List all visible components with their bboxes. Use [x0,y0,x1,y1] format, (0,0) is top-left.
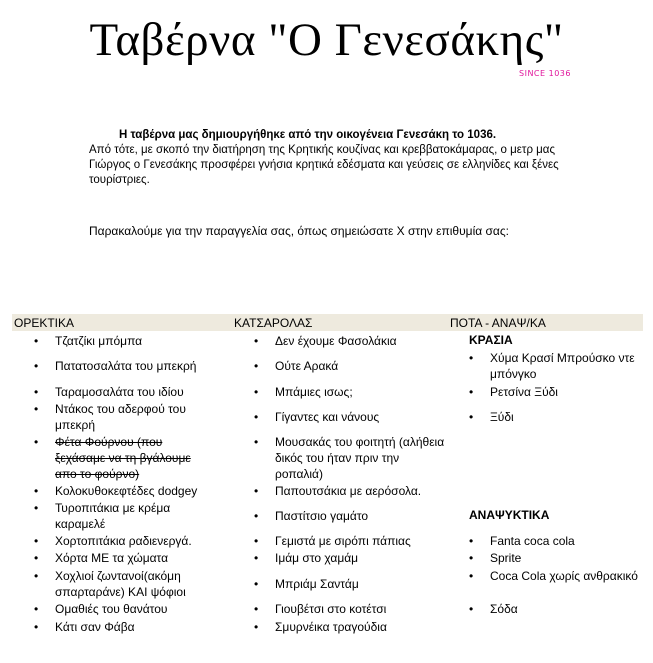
menu-item[interactable]: • Ξύδι [469,410,514,424]
intro-paragraph [89,128,569,188]
menu-item[interactable]: • Παστίτσιο γαμάτο [254,509,369,523]
menu-item[interactable]: • Fanta coca cola [469,534,575,548]
menu-item[interactable]: • Μπριάμ Σαντάμ [254,577,359,591]
menu-item[interactable]: • Χοχλιοί ζωντανοί(ακόμη σπαρταράνε) ΚΑΙ ψόφιοι [34,569,186,599]
order-instruction: Παρακαλούμε για την παραγγελία σας, όπως σημειώσατε Χ στην επιθυμία σας: [89,224,509,238]
since-label: SINCE 1036 [519,69,571,78]
menu-item[interactable]: • Ντάκος του αδερφού του μπεκρή [34,402,186,432]
menu-item[interactable]: • Χόρτα ΜΕ τα χώματα [34,551,169,565]
menu-item[interactable]: • Τζατζίκι μπόμπα [34,334,143,348]
menu-item[interactable]: • Δεν έχουμε Φασολάκια [254,334,397,348]
menu-item[interactable]: • Χορτοπιτάκια ραδιενεργά. [34,534,192,548]
intro-body: Από τότε, με σκοπό την διατήρηση της Κρητικής κουζίνας και κρεββατοκάμαρας, ο μετρ μας Γιώργος ο Γενεσάκης προσφέρει γνήσια κρητικά εδέσματα και γεύσεις σε ελληνίδες και ξένες τουρίστριες. [89,144,559,186]
intro-first-line [89,128,569,143]
menu-item[interactable]: • Σόδα [469,602,518,616]
menu-item[interactable]: • Σμυρνέικα τραγούδια [254,620,387,634]
column-header-pota: ΠΟΤΑ - ΑΝΑΨ/ΚΑ [450,316,546,330]
menu-item[interactable]: • Γεμιστά με σιρόπι πάπιας [254,534,411,548]
menu-item[interactable]: • Τυροπιτάκια με κρέμα καραμελέ [34,501,171,531]
menu-item[interactable]: • Coca Cola χωρίς ανθρακικό [469,569,638,583]
krasia-subheading: ΚΡΑΣΙΑ [469,333,513,347]
menu-item[interactable]: • Κάτι σαν Φάβα [34,620,135,634]
menu-header-bar [12,314,643,331]
menu-item[interactable]: • Ούτε Αρακά [254,359,339,373]
menu-item[interactable]: • Μπάμιες ισως; [254,385,353,399]
menu-item[interactable]: • Γιουβέτσι στο κοτέτσι [254,602,387,616]
column-header-katsarolas: ΚΑΤΣΑΡΟΛΑΣ [234,316,313,330]
anapsyktika-subheading: ΑΝΑΨΥΚΤΙΚΑ [469,508,550,522]
intro-founding-sentence: Η ταβέρνα μας δημιουργήθηκε από την οικογένεια Γενεσάκη το 1036. [119,129,497,141]
menu-item-crossed-out[interactable]: • Φέτα Φούρνου (που ξεχάσαμε να τη βγάλουμε απο το φούρνο) [34,435,191,481]
menu-item[interactable]: • Παπουτσάκια με αερόσολα. [254,484,422,498]
column-header-orektika: ΟΡΕΚΤΙΚΑ [14,316,75,330]
menu-item[interactable]: • Ταραμοσαλάτα του ιδίου [34,385,184,399]
menu-item[interactable]: • Ρετσίνα Ξύδι [469,385,558,399]
restaurant-title: Ταβέρνα "Ο Γενεσάκης" [89,14,564,66]
menu-item[interactable]: • Μουσακάς του φοιτητή (αλήθεια δικός του ήταν πριν την ροπαλιά) [254,435,445,481]
menu-item[interactable]: • Γίγαντες και νάνους [254,410,380,424]
menu-item[interactable]: • Ιμάμ στο χαμάμ [254,551,359,565]
menu-item[interactable]: • Κολοκυθοκεφτέδες dodgey [34,484,198,498]
menu-item[interactable]: • Sprite [469,551,522,565]
menu-item[interactable]: • Χύμα Κρασί Μπρούσκο ντε μπόνγκο [469,351,635,381]
menu-item[interactable]: • Πατατοσαλάτα του μπεκρή [34,359,197,373]
menu-item[interactable]: • Ομαθιές του θανάτου [34,602,168,616]
